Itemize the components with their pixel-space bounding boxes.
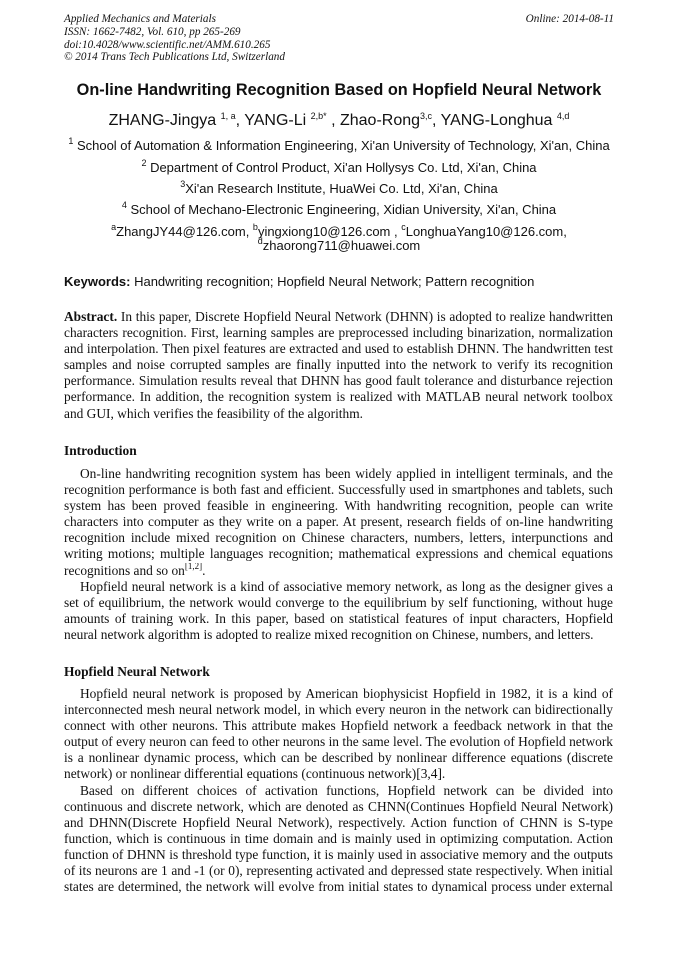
text-line: interconnected mesh neural network model, in which every neuron in the network can bidirectionally (64, 702, 613, 718)
text-line: Based on different choices of activation functions, Hopfield network can be divided into (80, 782, 613, 798)
email-link[interactable]: yingxiong10@126.com , (257, 224, 402, 239)
issn: ISSN: 1662-7482, Vol. 610, pp 265-269 (64, 25, 241, 38)
text-line: writing motions; multiple languages recognition; mathematical expressions and chemical equations (64, 546, 613, 562)
author-sup: 1, a (220, 111, 236, 121)
affiliation (0, 160, 678, 175)
abstract-line: characters recognition. First, learning samples are preprocessed including binarization, normalization (64, 325, 613, 341)
author-sup: 2,b* (310, 111, 327, 121)
authors (0, 112, 678, 130)
email-sup: d (257, 236, 263, 246)
abstract-line: and GUI, which verifies the feasibility of the algorithm. (64, 405, 363, 421)
aff-text: School of Automation & Information Engineering, Xi'an University of Technology, Xi'an, China (73, 138, 610, 153)
section-heading-hopfield: Hopfield Neural Network (64, 664, 210, 679)
author-sup: 4,d (556, 111, 570, 121)
email-link[interactable]: LonghuaYang10@126.com, (405, 224, 567, 239)
text-line: function of DHNN is threshold type function, it is mainly used in associative memory and the outputs (64, 846, 613, 862)
abstract (64, 309, 613, 422)
abstract-line: performance. Simulation results reveal that DHNN has good fault tolerance and disturbance rejection (64, 373, 613, 389)
text-line: states are determined, the network will evolve from initial states to dynamical process under external (64, 879, 613, 895)
abstract-line: samples and noise corrupted samples are finally inputted into the network to verify its recognition (64, 357, 613, 373)
keywords (64, 274, 534, 289)
aff-sup: 4 (121, 200, 127, 210)
text-line: output of every neuron can feed to other neurons in the same level. The evolution of Hopfield network (64, 734, 613, 750)
doi: doi:10.4028/www.scientific.net/AMM.610.265 (64, 38, 271, 51)
text: recognitions and so on (64, 562, 185, 578)
aff-text: Department of Control Product, Xi'an Hollysys Co. Ltd, Xi'an, China (146, 160, 537, 175)
emails (0, 224, 678, 239)
text-line: Hopfield neural network is a kind of associative memory network, as long as the designer gives a (80, 578, 613, 594)
intro-body (64, 466, 613, 643)
online-date: Online: 2014-08-11 (525, 13, 614, 25)
text-line: neural network algorithm is adopted to realize mixed recognition on Chinese, numbers, and letters. (64, 626, 594, 642)
author: , YANG-Longhua (432, 112, 557, 129)
abstract-text: In this paper, Discrete Hopfield Neural Network (DHNN) is adopted to realize handwritten (117, 309, 613, 324)
citation[interactable]: [1,2] (184, 562, 203, 571)
email-sup: c (401, 222, 406, 232)
text-line: of its neurons are 1 and -1 (or 0), representing activated and depressed state respectively. When initial (64, 863, 613, 879)
aff-sup: 1 (68, 136, 74, 146)
section-heading-introduction: Introduction (64, 443, 137, 458)
keywords-label: Keywords: (64, 274, 131, 289)
aff-sup: 3 (180, 179, 186, 189)
affiliation (0, 138, 678, 153)
keywords-text: Handwriting recognition; Hopfield Neural Network; Pattern recognition (130, 274, 535, 289)
text-line: is a nonlinear dynamic process, which can be described by nonlinear difference equations (discrete (64, 750, 613, 766)
journal-name: Applied Mechanics and Materials (64, 13, 216, 25)
affiliation (0, 181, 678, 196)
author-sup: 3,c (420, 111, 433, 121)
text-line: network) or nonlinear differential equations (continuous network)[3,4]. (64, 766, 446, 782)
journal-header (64, 13, 285, 64)
text-line: On-line handwriting recognition system has been widely applied in intelligent terminals, and the (80, 466, 613, 481)
affiliation (0, 202, 678, 217)
text-line: continuous and discrete network, which are denoted as CHNN(Continues Hopfield Neural Network) (64, 798, 613, 814)
text-line: recognitions and so on[1,2]. (64, 562, 206, 578)
paper-title: On-line Handwriting Recognition Based on Hopfield Neural Network (76, 81, 602, 99)
author: ZHANG-Jingya (108, 112, 221, 129)
email-sup: b (252, 222, 258, 232)
email-sup: a (111, 222, 117, 232)
emails-line2 (0, 238, 678, 253)
text-line: amounts of training work. In this paper, based on statistical features of input characters, Hopfield (64, 610, 613, 626)
email-link[interactable]: zhaorong711@huawei.com (262, 238, 421, 253)
hopfield-body (64, 686, 613, 895)
aff-text: Xi'an Research Institute, HuaWei Co. Ltd, Xi'an, China (185, 181, 498, 196)
abstract-line (64, 309, 613, 325)
author: , Zhao-Rong (326, 112, 421, 129)
aff-sup: 2 (141, 158, 147, 168)
text-line: function, which is continuous in time domain and is mainly used in optimizing computation. Action (64, 830, 613, 846)
text-line: Hopfield neural network is proposed by American biophysicist Hopfield in 1982, it is a kind of (80, 686, 613, 701)
text-line: recognition performance is both fast and efficient. Successfully used in smartphones and tablets, such (64, 482, 613, 498)
abstract-line: performance. In addition, the recognition system is realized with MATLAB neural network toolbox (64, 389, 613, 405)
email-link[interactable]: ZhangJY44@126.com, (116, 224, 253, 239)
abstract-label: Abstract. (64, 309, 118, 324)
text-line: recognition include mixed recognition on Chinese characters, numbers, letters, interpunctions and (64, 530, 613, 546)
aff-text: School of Mechano-Electronic Engineering, Xidian University, Xi'an, China (126, 202, 557, 217)
abstract-line: and interpolation. Then pixel features are extracted and used to establish DHNN. The handwritten test (64, 341, 613, 357)
author: , YANG-Li (235, 112, 311, 129)
copyright: © 2014 Trans Tech Publications Ltd, Switzerland (64, 51, 285, 64)
text-line: and DHNN(Discrete Hopfield Neural Network), respectively. Action function of CHNN is S-type (64, 814, 613, 830)
text-line: connect with other neurons. This attribute makes Hopfield network a feedback network in that the (64, 718, 613, 734)
text-line: characters into computer as they write on a paper. At present, research fields of on-line handwriting (64, 514, 613, 530)
text-line: system has been proved feasible in engineering. With handwriting recognition, people can write (64, 498, 613, 514)
text-line: set of equilibrium, the network would converge to the equilibrium by self functioning, without huge (64, 594, 613, 610)
